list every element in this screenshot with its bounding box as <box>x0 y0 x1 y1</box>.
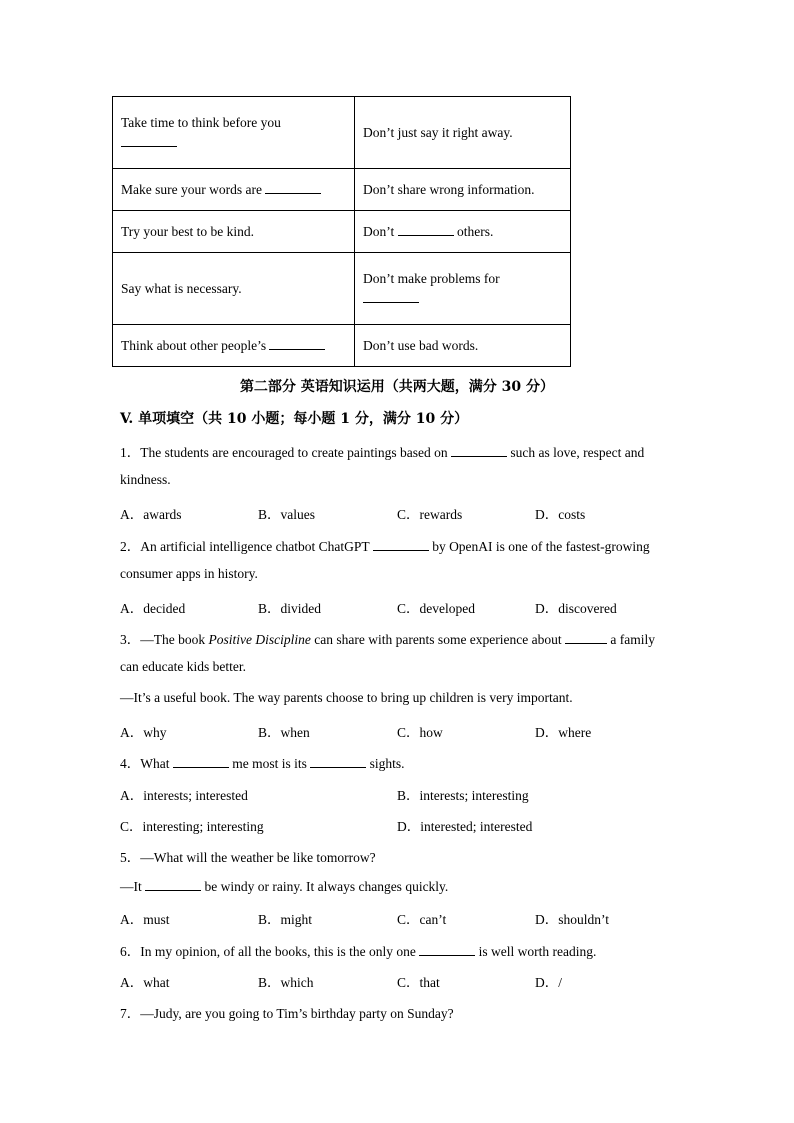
table-cell <box>113 169 355 211</box>
q5-option-b[interactable]: B．might <box>258 912 313 927</box>
part-two-title: 第二部分 英语知识运用（共两大题，满分 30 分） <box>239 379 555 395</box>
question-1-stem-cont: kindness. <box>120 472 171 487</box>
q5-option-c[interactable]: C．can’t <box>397 912 447 927</box>
cell-text: Don’t <box>363 223 395 239</box>
q2-option-d[interactable]: D．discovered <box>535 601 617 616</box>
table-cell <box>113 325 355 367</box>
table-row <box>113 211 571 253</box>
table-cell: Don’t share wrong information. <box>355 169 571 211</box>
q2-option-a[interactable]: A．decided <box>120 601 186 616</box>
table-row <box>113 169 571 211</box>
answer-blank[interactable] <box>265 180 321 194</box>
cell-text: Make sure your words are <box>121 181 262 197</box>
table-cell <box>355 253 571 325</box>
q3-option-c[interactable]: C．how <box>397 725 443 740</box>
question-3-stem: 3．—The book Positive Discipline can share with parents some experience about a family <box>120 632 655 647</box>
q5-option-d[interactable]: D．shouldn’t <box>535 912 610 927</box>
q2-option-c[interactable]: C．developed <box>397 601 475 616</box>
answer-blank[interactable] <box>310 754 366 768</box>
answer-blank[interactable] <box>363 289 419 303</box>
answer-blank[interactable] <box>121 133 177 147</box>
question-3-stem-cont: can educate kids better. <box>120 659 246 674</box>
table-cell: Say what is necessary. <box>113 253 355 325</box>
question-5-stem: 5．—What will the weather be like tomorrow? <box>120 850 376 865</box>
table-row <box>113 253 571 325</box>
question-2-stem-cont: consumer apps in history. <box>120 566 258 581</box>
question-4-stem: 4．What me most is its sights. <box>120 756 405 771</box>
question-7-stem: 7．—Judy, are you going to Tim’s birthday party on Sunday? <box>120 1006 454 1021</box>
question-3-reply: —It’s a useful book. The way parents choose to bring up children is very important. <box>120 690 573 705</box>
q3-option-a[interactable]: A．why <box>120 725 167 740</box>
question-6-stem: 6．In my opinion, of all the books, this is the only one is well worth reading. <box>120 944 597 959</box>
answer-blank[interactable] <box>565 630 607 644</box>
q6-option-c[interactable]: C．that <box>397 975 440 990</box>
q1-option-d[interactable]: D．costs <box>535 507 586 522</box>
table-cell <box>355 211 571 253</box>
answer-blank[interactable] <box>373 537 429 551</box>
q6-option-d[interactable]: D．/ <box>535 975 562 990</box>
q6-option-b[interactable]: B．which <box>258 975 314 990</box>
q3-option-d[interactable]: D．where <box>535 725 592 740</box>
table-row <box>113 97 571 169</box>
speaking-rules-table <box>112 96 571 367</box>
q5-option-a[interactable]: A．must <box>120 912 170 927</box>
q2-option-b[interactable]: B．divided <box>258 601 321 616</box>
answer-blank[interactable] <box>419 942 475 956</box>
cell-text: others. <box>457 223 494 239</box>
q3-option-b[interactable]: B．when <box>258 725 310 740</box>
cell-text: Don’t make problems for <box>363 270 500 286</box>
table-cell: Don’t just say it right away. <box>355 97 571 169</box>
q1-option-b[interactable]: B．values <box>258 507 315 522</box>
q1-option-a[interactable]: A．awards <box>120 507 182 522</box>
cell-text: Take time to think before you <box>121 114 281 130</box>
q1-option-c[interactable]: C．rewards <box>397 507 463 522</box>
table-cell <box>113 97 355 169</box>
q4-option-b[interactable]: B．interests; interesting <box>397 788 529 803</box>
answer-blank[interactable] <box>173 754 229 768</box>
question-5-reply: —It be windy or rainy. It always changes quickly. <box>120 879 449 894</box>
q6-option-a[interactable]: A．what <box>120 975 170 990</box>
answer-blank[interactable] <box>398 222 454 236</box>
cell-text: Think about other people’s <box>121 337 267 353</box>
question-1-stem: 1．The students are encouraged to create paintings based on such as love, respect and <box>120 445 645 460</box>
table-row <box>113 325 571 367</box>
q4-option-a[interactable]: A．interests; interested <box>120 788 248 803</box>
table-cell: Don’t use bad words. <box>355 325 571 367</box>
table-cell: Try your best to be kind. <box>113 211 355 253</box>
question-2-stem: 2．An artificial intelligence chatbot ChatGPT by OpenAI is one of the fastest-growing <box>120 539 650 554</box>
answer-blank[interactable] <box>145 877 201 891</box>
book-title: Positive Discipline <box>208 632 311 647</box>
q4-option-c[interactable]: C．interesting; interesting <box>120 819 264 834</box>
section-five-title: V. 单项填空（共 10 小题；每小题 1 分，满分 10 分） <box>120 411 469 427</box>
answer-blank[interactable] <box>451 443 507 457</box>
answer-blank[interactable] <box>269 336 325 350</box>
q4-option-d[interactable]: D．interested; interested <box>397 819 533 834</box>
